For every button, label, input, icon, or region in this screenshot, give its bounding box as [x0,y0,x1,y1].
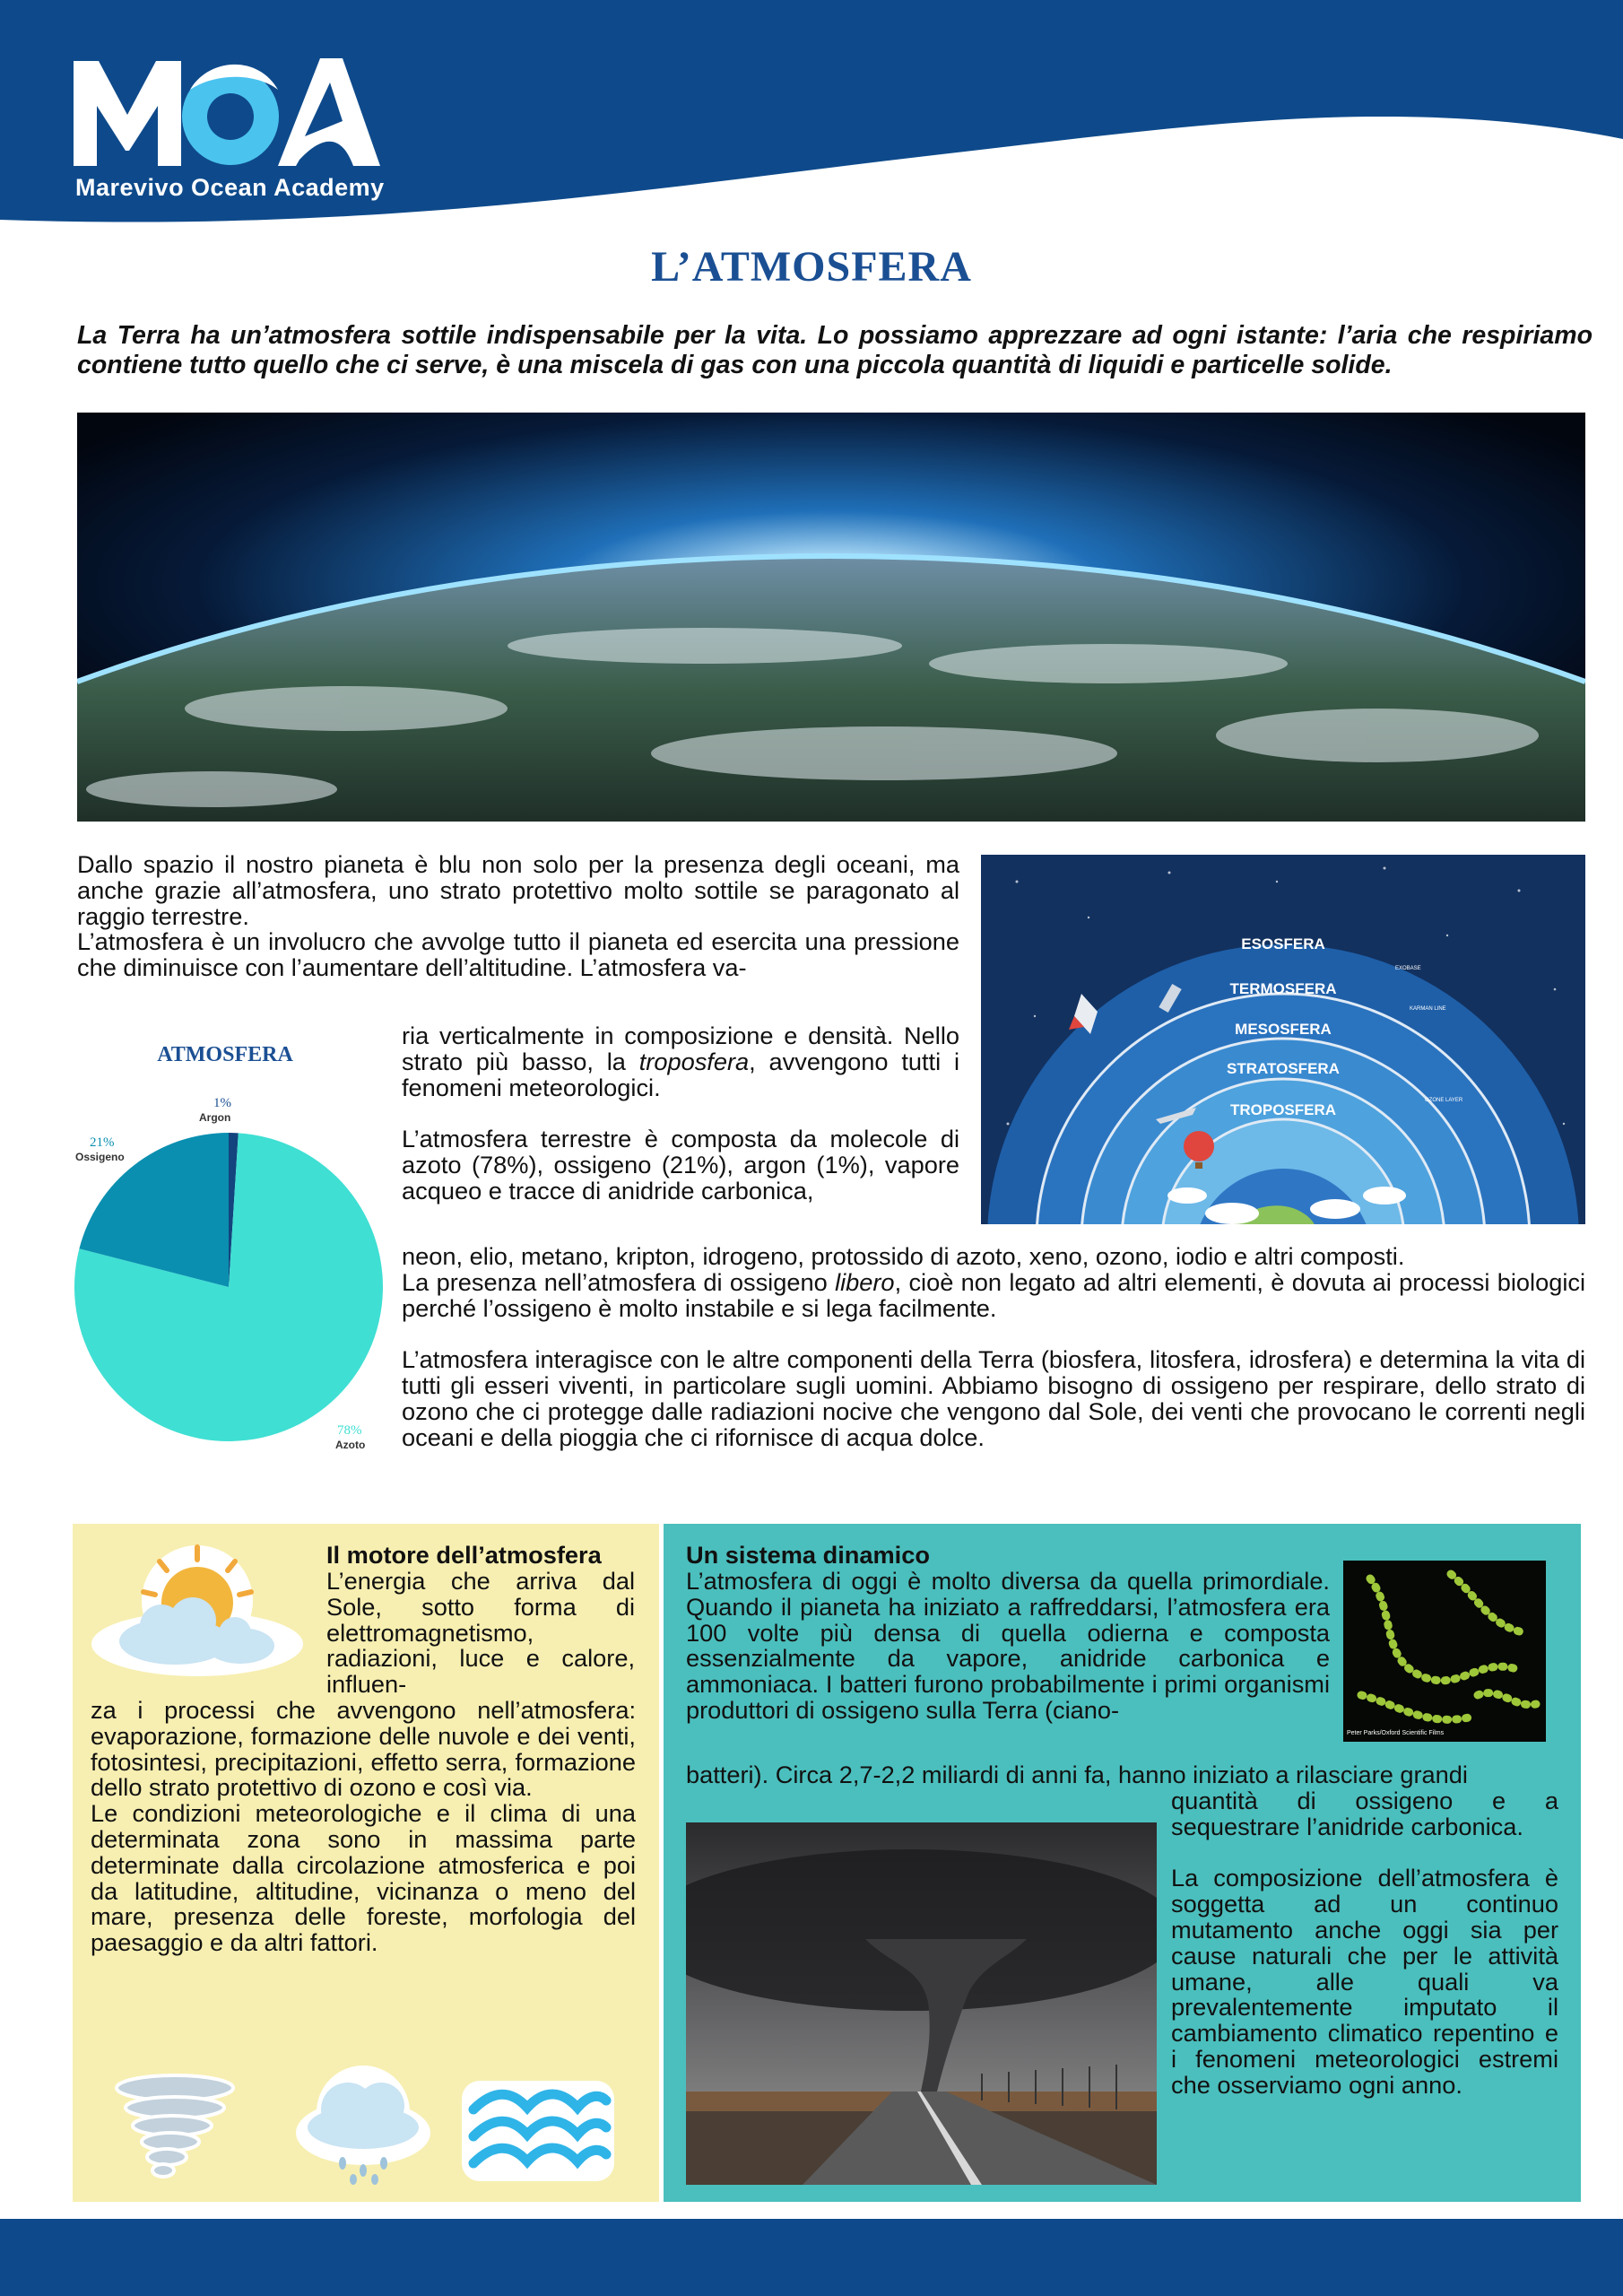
term-troposfera: troposfera [638,1047,750,1075]
pie-label-argon: Argon [199,1111,231,1124]
motore-paragraph-1: za i processi che avvengono nell’atmosfera: evaporazione, formazione delle nuvole e dei venti, fotosintesi, precipitazioni, effetto serra, formazione dello strato protettivo di ozono e così via. [91,1696,636,1802]
rain-cloud-icon [296,2066,430,2185]
paragraph-composition: L’atmosfera terrestre è composta da molecole di azoto (78%), ossigeno (21%), argon (1%), vapore acqueo e tracce di anidride carbonica, [402,1125,959,1205]
logo-subtitle: Marevivo Ocean Academy [75,174,385,201]
pie-label-ossigeno: Ossigeno [75,1151,125,1163]
dinamico-text-right [1171,1788,1558,2099]
paragraph-blue-planet: Dallo spazio il nostro pianeta è blu non solo per la presenza degli oceani, ma anche grazie all’atmosfera, uno strato protettivo molto sottile se paragonato al raggio terrestre. [77,850,959,930]
dinamico-paragraph-1: quantità di ossigeno e a sequestrare l’anidride carbonica. [1171,1787,1558,1840]
dinamico-paragraph-2: La composizione dell’atmosfera è soggetta ad un continuo mutamento anche oggi sia per cause naturali che per le attività umane, alle quali va prevalentemente imputato il cambiamento climatico repentino e i fenomeni meteorologici estremi che osserviamo ogni anno. [1171,1864,1558,2099]
pie-label-argon-value: 1% [213,1096,231,1110]
cyanobacteria-photo [1343,1561,1546,1742]
body-text-layers [402,1023,959,1205]
page-title: L’ATMOSFERA [651,243,972,291]
small-label-exobase: EXOBASE [1395,966,1421,971]
layer-label-stratosfera: STRATOSFERA [1227,1060,1340,1077]
earth-from-space-image [77,413,1585,822]
pie-label-azoto: Azoto [335,1439,366,1451]
photo-credit: Peter Parks/Oxford Scientific Films [1347,1730,1445,1736]
atmosphere-layers-illustration [981,855,1585,1224]
paragraph-free-oxygen: La presenza nell’atmosfera di ossigeno libero, cioè non legato ad altri elementi, è dovuta ai processi biologici perché l’ossigeno è molto instabile e si lega facilmente. [402,1267,1585,1322]
tornado-icon [117,2075,233,2177]
layer-label-troposfera: TROPOSFERA [1229,1101,1337,1118]
dinamico-heading: Un sistema dinamico [686,1541,930,1569]
term-libero: libero [835,1267,895,1296]
paragraph-pressure: L’atmosfera è un involucro che avvolge tutto il pianeta ed esercita una pressione che diminuisce con l’aumentare dell’altitudine. L’atmosfera va- [77,927,959,982]
atmosphere-composition-pie-chart [72,1085,395,1462]
motore-text-top: L’energia che arriva dal Sole, sotto forma di elettromagnetismo, radiazioni, luce e calore, influen- [326,1567,635,1699]
pie-label-azoto-value: 78% [337,1423,362,1438]
weather-icons-row [108,2063,628,2188]
paragraph-composition-rest: neon, elio, metano, kripton, idrogeno, protossido di azoto, xeno, ozono, iodio e altri composti. [402,1242,1405,1270]
pie-label-ossigeno-value: 21% [90,1135,115,1150]
motore-paragraph-2: Le condizioni meteorologiche e il clima di una determinata zona sono in massima parte determinate dalla circolazione atmosferica e poi da latitudine, altitudine, vicinanza o meno del mare, presenza delle foreste, morfologia del paesaggio e da altri fattori. [91,1799,636,1957]
small-label-karman-line: KARMAN LINE [1410,1006,1446,1012]
intro-paragraph: La Terra ha un’atmosfera sottile indispensabile per la vita. Lo possiamo apprezzare ad ogni istante: l’aria che respiriamo contiene tutto quello che ci serve, è una miscela di gas con una piccola quantità di liquidi e particelle solide. [77,321,1593,379]
sun-cloud-icon [90,1538,305,1682]
chart-title: ATMOSFERA [157,1043,293,1066]
layer-label-mesosfera: MESOSFERA [1235,1021,1332,1038]
small-label-ozone-layer: OZONE LAYER [1425,1098,1463,1103]
tornado-road-photo [686,1822,1157,2185]
dinamico-text-wide: batteri). Circa 2,7-2,2 miliardi di anni fa, hanno iniziato a rilasciare grandi [686,1761,1468,1788]
paragraph-interaction: L’atmosfera interagisce con le altre componenti della Terra (biosfera, litosfera, idrosfera) e determina la vita di tutti gli esseri viventi, in particolare sugli uomini. Abbiamo bisogno di ossigeno per respirare, dello strato di ozono che ci protegge dalle radiazioni nocive che vengono dal Sole, dei venti che provocano le correnti negli oceani e della pioggia che ci rifornisce di acqua dolce. [402,1345,1585,1451]
layer-label-termosfera: TERMOSFERA [1229,980,1337,997]
waves-icon [462,2081,614,2181]
motore-text-rest [91,1698,636,1956]
paragraph-troposphere: ria verticalmente in composizione e densità. Nello strato più basso, la troposfera, avvengono tutti i fenomeni meteorologici. [402,1022,959,1101]
pie-slices [74,1133,383,1441]
footer-bar [0,2219,1623,2296]
layer-label-esosfera: ESOSFERA [1241,935,1325,952]
dinamico-text-top: L’atmosfera di oggi è molto diversa da quella primordiale. Quando il pianeta ha iniziato a raffreddarsi, l’atmosfera era 100 volte più densa di quella odierna e composta essenzialmente da vapore, anidride carbonica e ammoniaca. I batteri furono probabilmente i primi organismi produttori di ossigeno sulla Terra (ciano- [686,1567,1330,1724]
body-text-intro [77,852,959,981]
body-text-wide [402,1244,1585,1450]
motore-heading: Il motore dell’atmosfera [326,1541,602,1569]
